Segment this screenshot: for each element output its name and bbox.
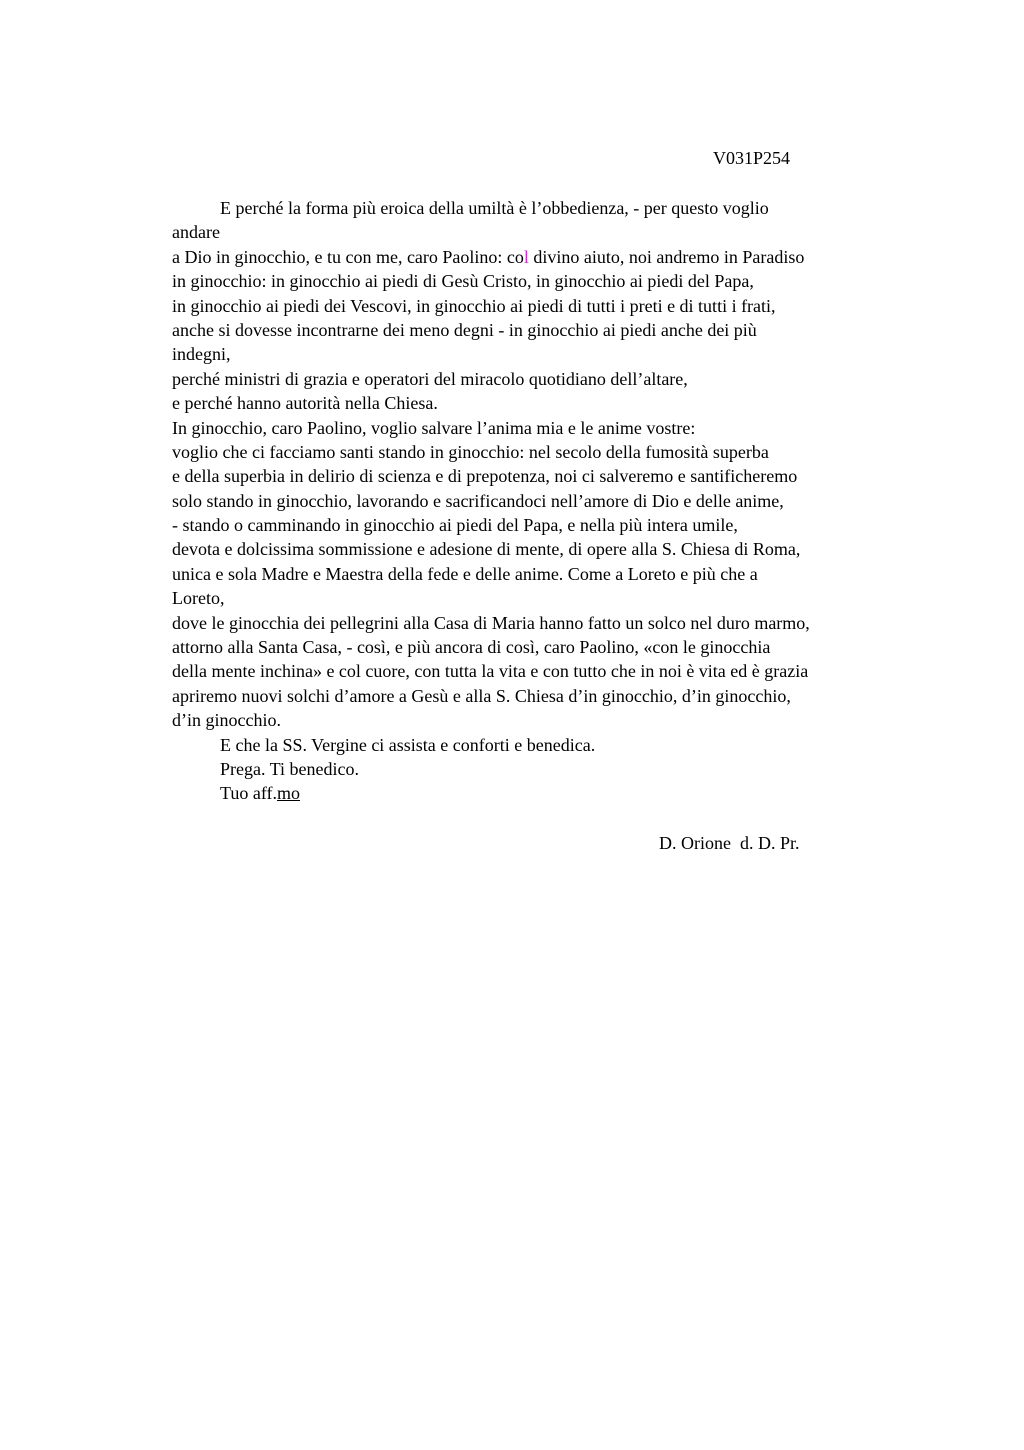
page-code: V031P254 [713, 148, 791, 168]
text-line: devota e dolcissima sommissione e adesione di mente, di opere alla S. Chiesa di Roma, [172, 539, 801, 560]
text-segment: Tuo aff. [220, 783, 278, 804]
text-line: In ginocchio, caro Paolino, voglio salvare l’anima mia e le anime vostre: [172, 417, 696, 438]
text-line: anche si dovesse incontrarne dei meno degni - in ginocchio ai piedi anche dei più [172, 319, 757, 340]
text-line: unica e sola Madre e Maestra della fede e delle anime. Come a Loreto e più che a [172, 563, 758, 584]
text-line: solo stando in ginocchio, lavorando e sacrificandoci nell’amore di Dio e delle anime, [172, 490, 784, 511]
highlighted-letter: l [523, 246, 529, 267]
text-line: in ginocchio: in ginocchio ai piedi di Gesù Cristo, in ginocchio ai piedi del Papa, [172, 271, 754, 292]
text-line: E perché la forma più eroica della umiltà è l’obbedienza, - per questo voglio [220, 198, 769, 218]
underlined-abbreviation: mo [277, 783, 301, 804]
text-line: Prega. Ti benedico. [220, 758, 359, 779]
text-line: Loreto, [172, 588, 225, 609]
text-line: perché ministri di grazia e operatori del miracolo quotidiano dell’altare, [172, 368, 688, 389]
text-line: in ginocchio ai piedi dei Vescovi, in ginocchio ai piedi di tutti i preti e di tutti i frati, [172, 295, 776, 316]
text-segment: divino aiuto, noi andremo in Paradiso [528, 246, 805, 267]
text-line: dove le ginocchia dei pellegrini alla Casa di Maria hanno fatto un solco nel duro marmo, [172, 612, 810, 633]
text-line: d’in ginocchio. [172, 710, 281, 731]
text-line: attorno alla Santa Casa, - così, e più ancora di così, caro Paolino, «con le ginocchia [172, 637, 771, 658]
text-line: della mente inchina» e col cuore, con tutta la vita e con tutto che in noi è vita ed è grazia [172, 661, 809, 682]
text-line: E che la SS. Vergine ci assista e conforti e benedica. [220, 734, 596, 755]
text-line: e della superbia in delirio di scienza e di prepotenza, noi ci salveremo e santificheremo [172, 466, 798, 487]
text-line [172, 245, 912, 269]
text-line: apriremo nuovi solchi d’amore a Gesù e alla S. Chiesa d’in ginocchio, d’in ginocchio, [172, 685, 791, 706]
text-line: andare [172, 222, 220, 243]
text-line: indegni, [172, 344, 231, 365]
letter-body [172, 196, 912, 806]
signature: D. Orione d. D. Pr. [659, 833, 800, 853]
text-line: - stando o camminando in ginocchio ai piedi del Papa, e nella più intera umile, [172, 515, 738, 536]
text-line: e perché hanno autorità nella Chiesa. [172, 393, 438, 414]
closing-line [172, 781, 912, 805]
text-segment: a Dio in ginocchio, e tu con me, caro Paolino: co [172, 246, 524, 267]
text-line: voglio che ci facciamo santi stando in ginocchio: nel secolo della fumosità superba [172, 441, 769, 462]
